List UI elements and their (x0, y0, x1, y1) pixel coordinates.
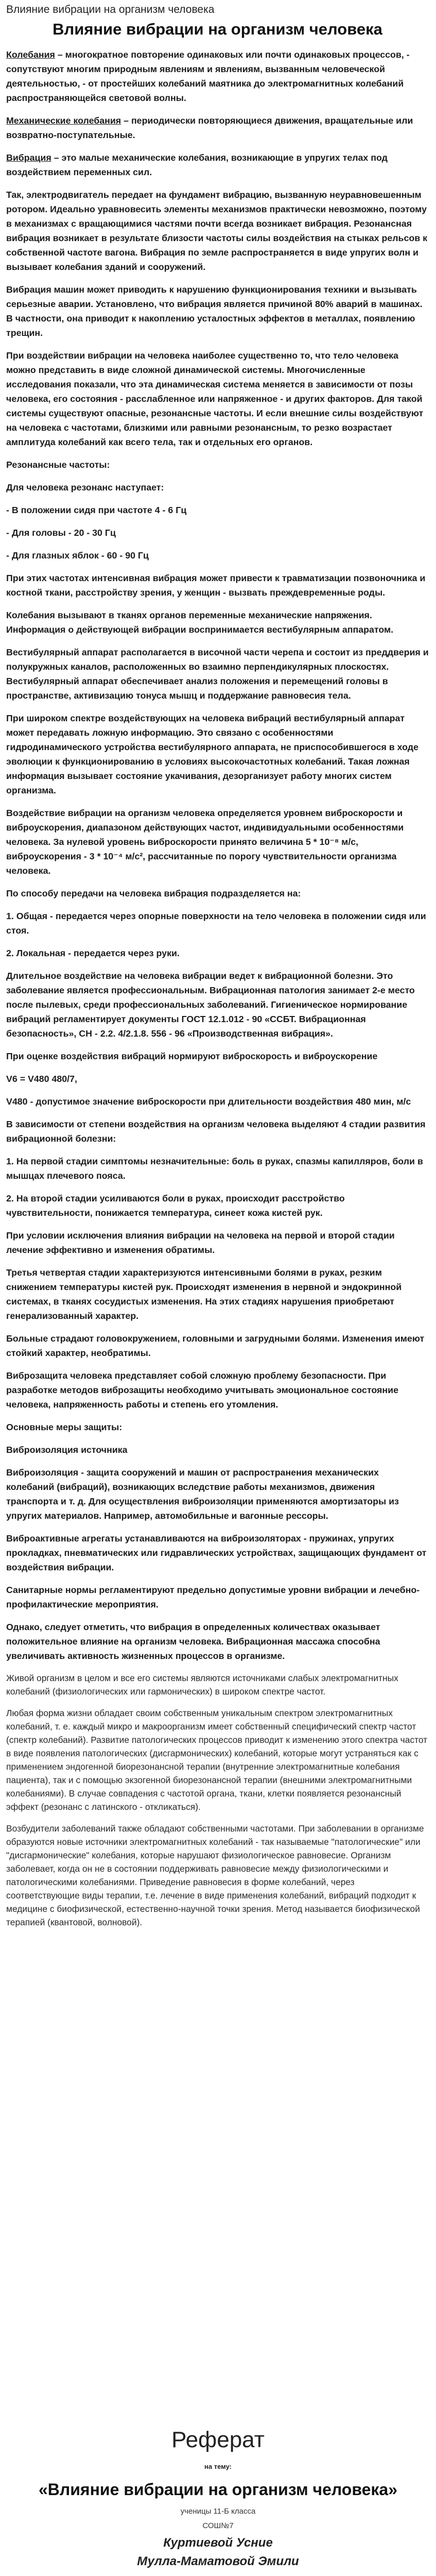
paragraph-text: Больные страдают головокружением, головными и загрудными болями. Изменения имеют стойкий характер, необратимы. (6, 1333, 425, 1358)
paragraph (6, 1117, 429, 1146)
title-page-author-second: Мулла-Маматовой Эмили (137, 2554, 299, 2568)
term-lead: Колебания (6, 49, 55, 60)
paragraph-text: Виброактивные агрегаты устанавливаются на виброизоляторах - пружинах, упругих прокладках, пневматических или гидравлических устройствах, защищающих фундамент от воздействия вибрации. (6, 1533, 427, 1572)
paragraph-text: При оценке воздействия вибраций нормируют виброскорость и виброускорение (6, 1051, 378, 1061)
paragraph-text: Для человека резонанс наступает: (6, 482, 164, 493)
paragraph-text: 2. Локальная - передается через руки. (6, 948, 180, 958)
paragraph (6, 571, 429, 600)
paragraph (6, 946, 429, 960)
page-header: Влияние вибрации на организм человека (6, 4, 215, 15)
paragraph-text: Резонансные частоты: (6, 460, 110, 470)
paragraph (6, 1465, 429, 1523)
paragraph (6, 1228, 429, 1257)
paragraph (6, 1368, 429, 1412)
paragraph-text: 1. На первой стадии симптомы незначительные: боль в руках, спазмы капилляров, боли в мышцах плечевого пояса. (6, 1156, 423, 1181)
paragraph-text: В зависимости от степени воздействия на организм человека выделяют 4 стадии развития вибрационной болезни: (6, 1119, 426, 1144)
paragraph (6, 503, 429, 517)
paragraph (6, 1072, 429, 1086)
paragraph (6, 1443, 429, 1457)
paragraph-text: V6 = V480 480/7, (6, 1074, 77, 1084)
paragraph (6, 150, 429, 179)
paragraph-text: Вибрация машин может приводить к нарушению функционирования техники и вызывать серьезные аварии. Установлено, что вибрация является причиной 80% аварий в машинах. В частности, она приводит к накоплению усталостных эффектов в металлах, появлению трещин. (6, 284, 423, 338)
paragraph (6, 188, 429, 274)
paragraph (6, 909, 429, 938)
term-lead: Механические колебания (6, 115, 121, 126)
paragraph (6, 1265, 429, 1323)
paragraph-text: - Для глазных яблок - 60 - 90 Гц (6, 550, 149, 561)
paragraph (6, 806, 429, 878)
paragraph-text: – периодически повторяющиеся движения, вращательные или возвратно-поступательные. (6, 115, 413, 140)
document-body-plain (6, 1671, 429, 1929)
paragraph (6, 1420, 429, 1434)
paragraph (6, 47, 429, 105)
paragraph-text: Третья четвертая стадии характеризуются интенсивными болями в руках, резким снижением температуры кистей рук. Происходят изменения в нервной и эндокринной системах, в тканях сосудистых изменения. На этих стадиях нарушения приобретают генерализованный характер. (6, 1267, 402, 1321)
paragraph-text: Виброзащита человека представляет собой сложную проблему безопасности. При разработке методов виброзащиты необходимо учитывать эмоциональное состояние человека, напряженность работы и степень его утомления. (6, 1370, 398, 1410)
title-page-on-theme: на тему: (204, 2463, 232, 2470)
paragraph (6, 348, 429, 449)
title-page-school: СОШ№7 (202, 2521, 234, 2530)
paragraph-text: При воздействии вибрации на человека наиболее существенно то, что тело человека можно представить в виде сложной динамической системы. Многочисленные исследования показали, что эта динамическая система меняется в зависимости от позы человека, его состояния - расслабленное или напряженное - и других факторов. Для такой системы существуют опасные, резонансные частоты. И если внешние силы воздействуют на человека с частотами, близкими или равными резонансным, то резко возрастает амплитуда колебаний как всего тела, так и отдельных его органов. (6, 350, 424, 447)
document-title: Влияние вибрации на организм человека (53, 20, 382, 38)
paragraph-text: - В положении сидя при частоте 4 - 6 Гц (6, 505, 187, 515)
paragraph (6, 480, 429, 495)
paragraph (6, 1620, 429, 1663)
paragraph (6, 113, 429, 142)
paragraph (6, 282, 429, 340)
paragraph-text: Воздействие вибрации на организм человека определяется уровнем виброскорости и виброускорения, диапазоном действующих частот, индивидуальными особенностями человека. За нулевой уровень виброскорости принято величина 5 * 10⁻⁸ м/с, виброускорения - 3 * 10⁻⁴ м/с², рассчитанные по порогу чувствительности организма человека. (6, 808, 404, 876)
paragraph (6, 1531, 429, 1574)
paragraph (6, 1583, 429, 1612)
term-lead: Вибрация (6, 152, 51, 163)
title-page-ref-word: Реферат (171, 2427, 265, 2452)
paragraph (6, 969, 429, 1041)
paragraph (6, 1331, 429, 1360)
paragraph-plain: Возбудители заболеваний также обладают собственными частотами. При заболевании в организме образуются новые источники электромагнитных колебаний - так называемые "патологические" или "дисгармонические" колебания, которые нарушают физиологическое равновесие. Организм заболевает, когда он не в состоянии поддерживать равновесие между физиологическими и патологическими колебаниями. Приведение равновесия в форме колебаний, через соответствующие виды терапии, т.е. лечение в виде применения колебаний, вибраций подходит к медицине с биофизической, естественно-научной точки зрения. Метод называется биофизической терапией (квантовой, волновой). (6, 1823, 424, 1927)
title-page-title: «Влияние вибрации на организм человека» (38, 2480, 397, 2499)
paragraph-text: Длительное воздействие на человека вибрации ведет к вибрационной болезни. Это заболевание является профессиональным. Вибрационная патология занимает 2-е место после пылевых, среди профессиональных заболеваний. Гигиеническое нормирование вибраций регламентирует документы ГОСТ 12.1.012 - 90 «ССБТ. Вибрационная безопасность», СН - 2.2. 4/2.1.8. 556 - 96 «Производственная вибрация». (6, 971, 415, 1039)
paragraph-text: - Для головы - 20 - 30 Гц (6, 528, 116, 538)
paragraph-text: V480 - допустимое значение виброскорости при длительности воздействия 480 мин, м/с (6, 1096, 411, 1107)
paragraph-text: По способу передачи на человека вибрация подразделяется на: (6, 888, 301, 899)
paragraph (6, 548, 429, 563)
paragraph (6, 886, 429, 901)
paragraph (6, 1154, 429, 1183)
paragraph (6, 457, 429, 472)
paragraph-plain: Живой организм в целом и все его системы являются источниками слабых электромагнитных колебаний (физиологических или гармонических) в широком спектре частот. (6, 1673, 398, 1697)
paragraph (6, 1191, 429, 1220)
paragraph-text: При этих частотах интенсивная вибрация может привести к травматизации позвоночника и костной ткани, расстройству зрения, у женщин - вызвать преждевременные роды. (6, 573, 426, 598)
paragraph-text: Основные меры защиты: (6, 1422, 123, 1432)
paragraph-plain: Любая форма жизни обладает своим собственным уникальным спектром электромагнитных колебаний, т. е. каждый микро и макроорганизм имеет собственный специфический спектр частот (спектр колебаний). Развитие патологических процессов приводит к изменению этого спектра частот в виде появления патологических (дисгармонических) колебаний, которые могут устраняться как с применением эндогенной биорезонансной терапии (внутренние электромагнитные колебания пациента), так и с помощью экзогенной биорезонансной терапии (внешними электромагнитными колебаниями). В случае совпадения с частотой органа, ткани, клетки появляется резонансный эффект (резонанс с латинского - откликаться). (6, 1708, 428, 1812)
paragraph (6, 1094, 429, 1109)
paragraph-text: Так, электродвигатель передает на фундамент вибрацию, вызванную неуравновешенным ротором. Идеально уравновесить элементы механизмов практически невозможно, поэтому в механизмах с вращающимися частями почти всегда возникает вибрация. Резонансная вибрация возникает в результате близости частоты силы воздействия на стыках рельсов к собственной частоте вагона. Вибрация по земле распространяется в виде упругих волн и вызывает колебания зданий и сооружений. (6, 190, 428, 272)
paragraph (6, 1049, 429, 1063)
title-page-class: ученицы 11-Б класса (180, 2507, 256, 2516)
document-body (6, 47, 429, 1663)
paragraph-text: При широком спектре воздействующих на человека вибраций вестибулярный аппарат может передавать ложную информацию. Это связано с особенностями гидродинамического устройства вестибулярного аппарата, не приспособившегося в ходе эволюции к функционированию в условиях высокочастотных колебаний. Такая ложная информация вызывает состояние укачивания, дезорганизует работу многих систем организма. (6, 713, 418, 795)
paragraph (6, 526, 429, 540)
paragraph-text: – это малые механические колебания, возникающие в упругих телах под воздействием переменных сил. (6, 152, 388, 177)
paragraph-text: При условии исключения влияния вибрации на человека на первой и второй стадии лечение эффективно и изменения обратимы. (6, 1230, 395, 1255)
paragraph (6, 711, 429, 798)
paragraph-text: Санитарные нормы регламентируют предельно допустимые уровни вибрации и лечебно-профилактические мероприятия. (6, 1585, 420, 1609)
paragraph-text: 2. На второй стадии усиливаются боли в руках, происходит расстройство чувствительности, понижается температура, синеет кожа кистей рук. (6, 1193, 345, 1218)
paragraph-text: Виброизоляция источника (6, 1445, 128, 1455)
paragraph-text: 1. Общая - передается через опорные поверхности на тело человека в положении сидя или стоя. (6, 911, 426, 936)
paragraph (6, 645, 429, 703)
title-page-author-first: Куртиевой Усние (163, 2536, 273, 2550)
paragraph-text: Виброизоляция - защита сооружений и машин от распространения механических колебаний (вибраций), возникающих вследствие работы механизмов, движения транспорта и т. д. Для осуществления виброизоляции применяются амортизаторы из упругих материалов. Например, автомобильные и вагонные рессоры. (6, 1467, 399, 1521)
paragraph-text: – многократное повторение одинаковых или почти одинаковых процессов, - сопутствуют многим природным явлениям и явлениям, вызванным человеческой деятельностью, - от простейших колебаний маятника до электромагнитных колебаний распространяющейся световой волны. (6, 49, 410, 103)
paragraph (6, 608, 429, 637)
paragraph-text: Колебания вызывают в тканях органов переменные механические напряжения. Информация о действующей вибрации воспринимается вестибулярным аппаратом. (6, 610, 394, 635)
paragraph-text: Вестибулярный аппарат располагается в височной части черепа и состоит из преддверия и полукружных каналов, расположенных во взаимно перпендикулярных плоскостях. Вестибулярный аппарат обеспечивает анализ положения и перемещений головы в пространстве, активизацию тонуса мышц и поддержание равновесия тела. (6, 647, 429, 701)
paragraph-text: Однако, следует отметить, что вибрация в определенных количествах оказывает положительное влияние на организм человека. Вибрационная массажа способна увеличивать активность жизненных процессов в организме. (6, 1622, 380, 1661)
